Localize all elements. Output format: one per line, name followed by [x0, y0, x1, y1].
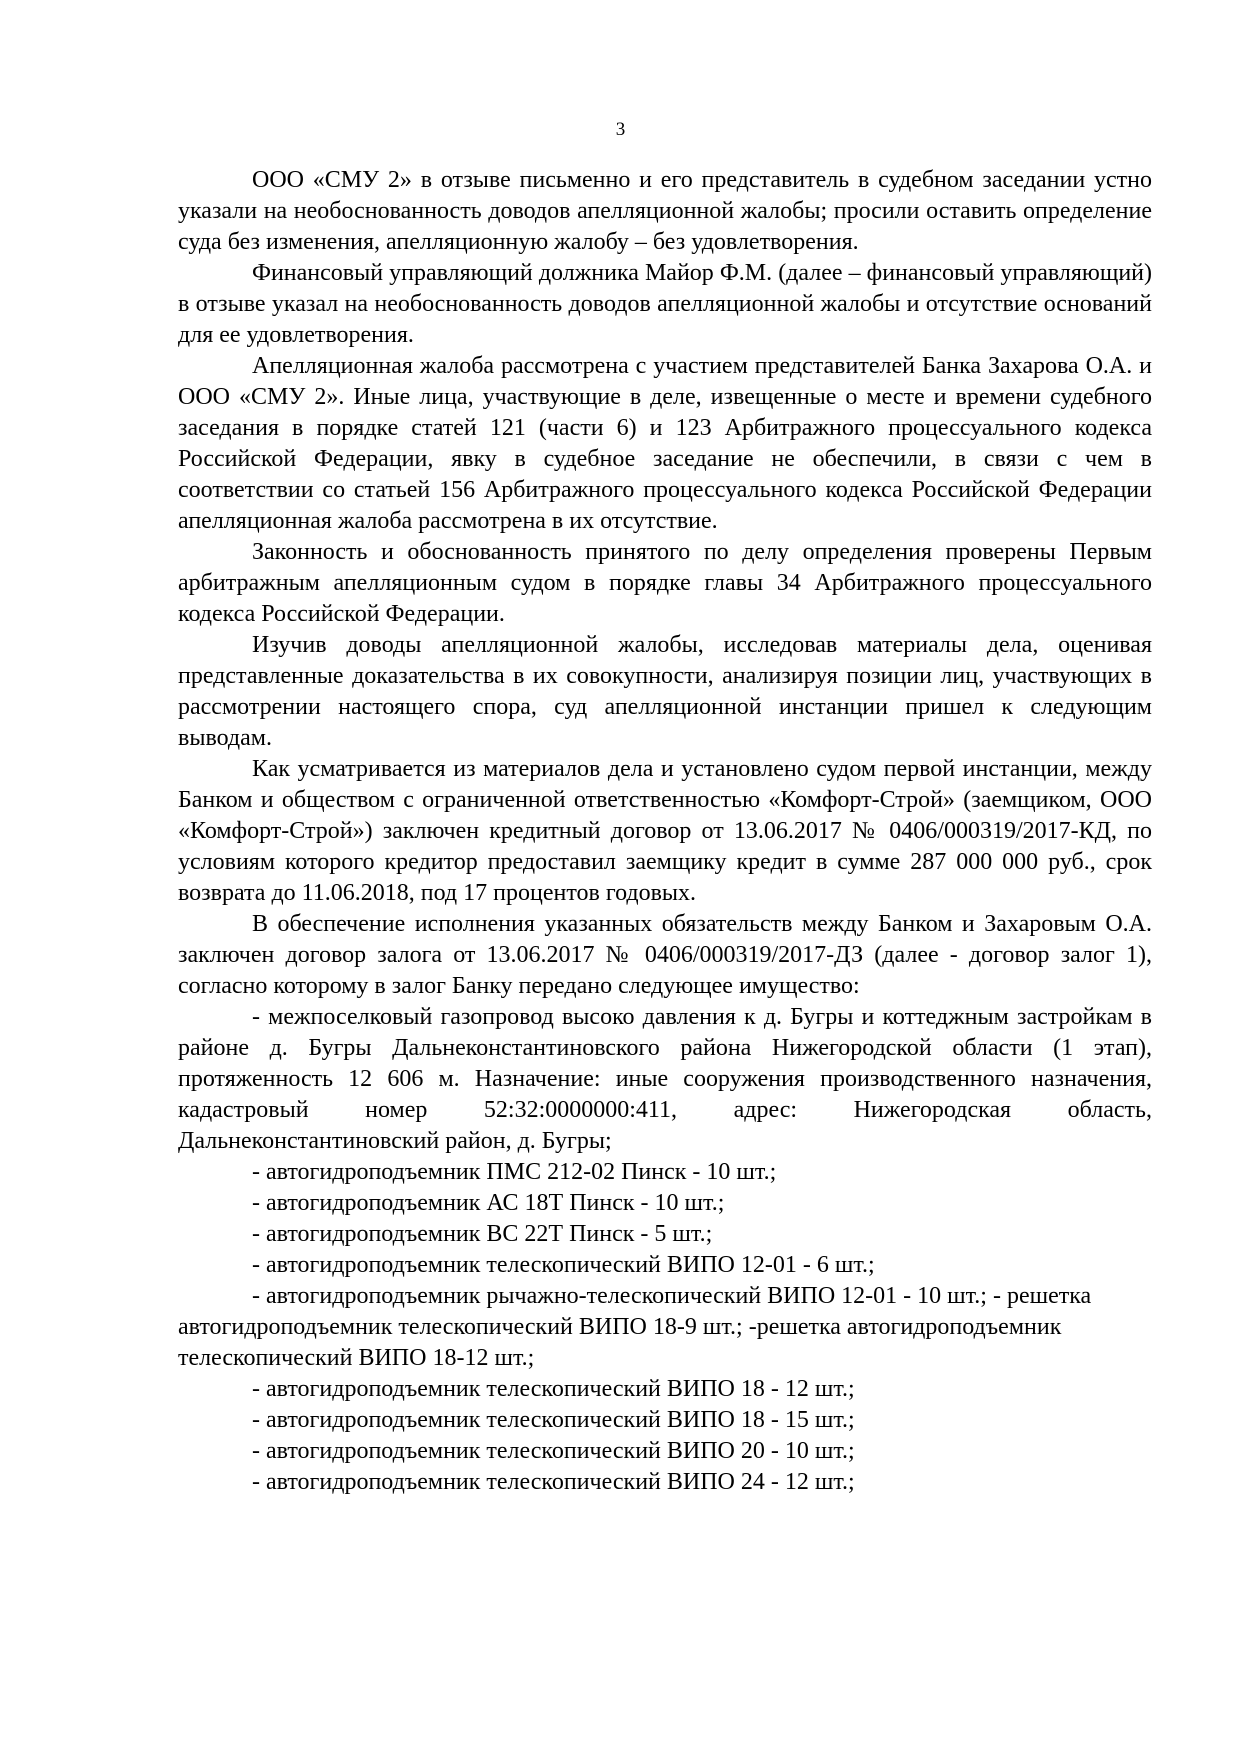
paragraph-legality-check: Законность и обоснованность принятого по делу определения проверены Первым арбитражным апелляционным судом в порядке главы 34 Арбитражного процессуального кодекса Российской Федерации. [178, 539, 1152, 627]
list-item: - автогидроподъемник АС 18Т Пинск - 10 шт.; [252, 1190, 725, 1216]
list-item: - автогидроподъемник телескопический ВИПО 18 - 15 шт.; [252, 1407, 855, 1433]
list-item: - автогидроподъемник телескопический ВИПО 24 - 12 шт.; [252, 1469, 855, 1495]
paragraph-hearing-participants: Апелляционная жалоба рассмотрена с участием представителей Банка Захарова О.А. и ООО «СМУ 2». Иные лица, участвующие в деле, извещенные о месте и времени судебного заседания в порядке статей 121 (части 6) и 123 Арбитражного процессуального кодекса Российской Федерации, явку в судебное заседание не обеспечили, в связи с чем в соответствии со статьей 156 Арбитражного процессуального кодекса Российской Федерации апелляционная жалоба рассмотрена в их отсутствие. [178, 353, 1152, 534]
list-item: - автогидроподъемник рычажно-телескопический ВИПО 12-01 - 10 шт.; - решетка автогидроподъемник телескопический ВИПО 18-9 шт.; -решетка автогидроподъемник телескопический ВИПО 18-12 шт.; [178, 1283, 1092, 1371]
list-item: - автогидроподъемник телескопический ВИПО 18 - 12 шт.; [252, 1376, 855, 1402]
document-body [178, 165, 1152, 1498]
list-item: - автогидроподъемник ВС 22Т Пинск - 5 шт.; [252, 1221, 713, 1247]
paragraph-financial-manager: Финансовый управляющий должника Майор Ф.М. (далее – финансовый управляющий) в отзыве указал на необоснованность доводов апелляционной жалобы и отсутствие оснований для ее удовлетворения. [178, 260, 1152, 348]
paragraph-credit-agreement: Как усматривается из материалов дела и установлено судом первой инстанции, между Банком и обществом с ограниченной ответственностью «Комфорт-Строй» (заемщиком, ООО «Комфорт-Строй») заключен кредитный договор от 13.06.2017 № 0406/000319/2017-КД, по условиям которого кредитор предоставил заемщику кредит в сумме 287 000 000 руб., срок возврата до 11.06.2018, под 17 процентов годовых. [178, 756, 1152, 906]
list-item: - автогидроподъемник телескопический ВИПО 12-01 - 6 шт.; [252, 1252, 875, 1278]
paragraph-pledge-agreement: В обеспечение исполнения указанных обязательств между Банком и Захаровым О.А. заключен договор залога от 13.06.2017 № 0406/000319/2017-ДЗ (далее - договор залог 1), согласно которому в залог Банку передано следующее имущество: [178, 911, 1152, 999]
paragraph-smu-response: ООО «СМУ 2» в отзыве письменно и его представитель в судебном заседании устно указали на необоснованность доводов апелляционной жалобы; просили оставить определение суда без изменения, апелляционную жалобу – без удовлетворения. [178, 167, 1152, 255]
list-item: - автогидроподъемник ПМС 212-02 Пинск - 10 шт.; [252, 1159, 777, 1185]
page-number: 3 [615, 119, 626, 140]
list-item: - автогидроподъемник телескопический ВИПО 20 - 10 шт.; [252, 1438, 855, 1464]
paragraph-court-conclusions: Изучив доводы апелляционной жалобы, исследовав материалы дела, оценивая представленные доказательства в их совокупности, анализируя позиции лиц, участвующих в рассмотрении настоящего спора, суд апелляционной инстанции пришел к следующим выводам. [178, 632, 1152, 751]
paragraph-gas-pipeline-item: - межпоселковый газопровод высоко давления к д. Бугры и коттеджным застройкам в районе д. Бугры Дальнеконстантиновского района Нижегородской области (1 этап), протяженность 12 606 м. Назначение: иные сооружения производственного назначения, кадастровый номер 52:32:0000000:411, адрес: Нижегородская область, Дальнеконстантиновский район, д. Бугры; [178, 1004, 1152, 1154]
